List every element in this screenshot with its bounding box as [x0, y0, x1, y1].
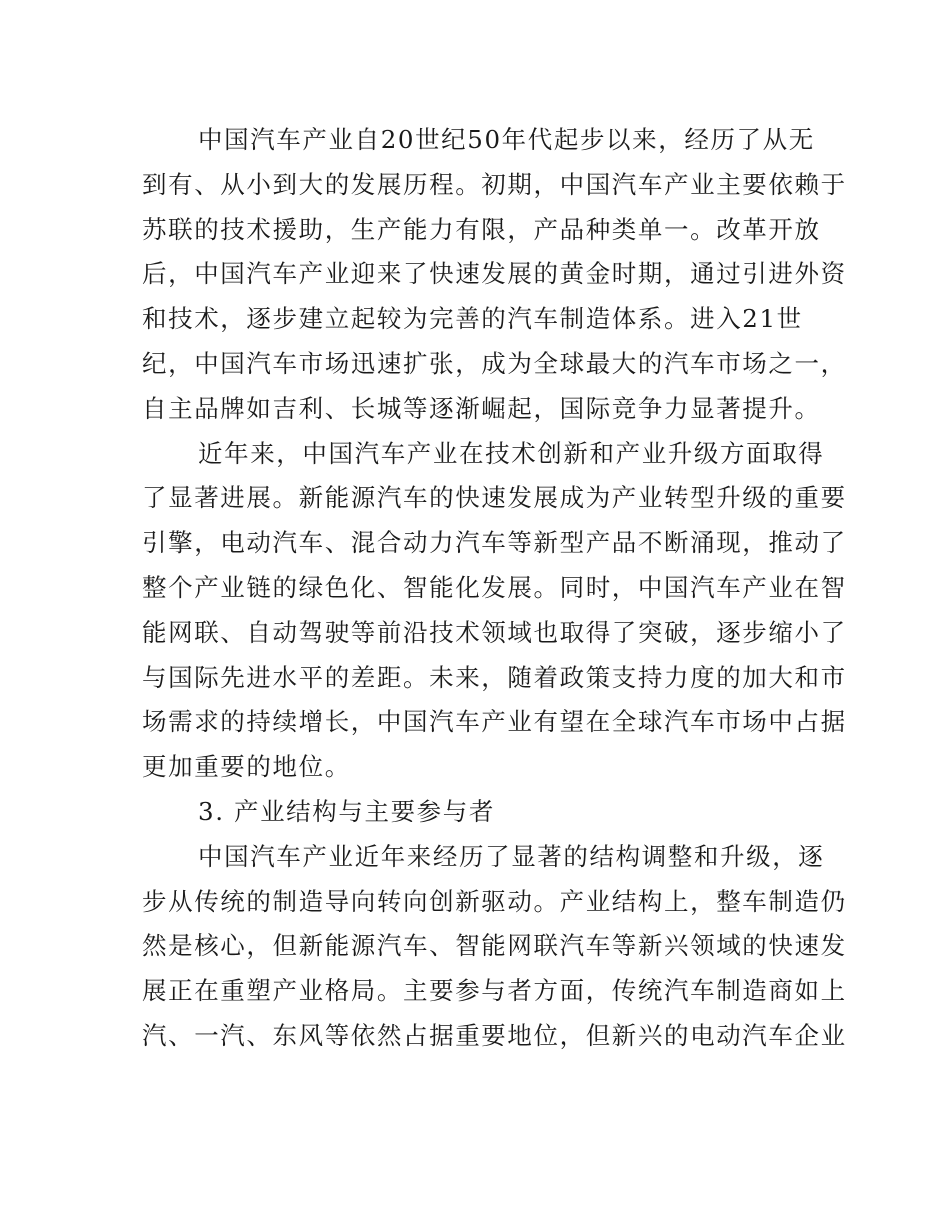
- paragraph-2-line-4: 整个产业链的绿色化、智能化发展。同时，中国汽车产业在智: [142, 572, 847, 602]
- paragraph-2-line-3: 引擎，电动汽车、混合动力汽车等新型产品不断涌现，推动了: [142, 528, 847, 558]
- paragraph-1-line-3: 苏联的技术援助，生产能力有限，产品种类单一。改革开放: [142, 214, 821, 244]
- paragraph-1-line-2: 到有、从小到大的发展历程。初期，中国汽车产业主要依赖于: [142, 169, 847, 199]
- section-heading: 3. 产业结构与主要参与者: [198, 796, 495, 826]
- paragraph-1-line-5: 和技术，逐步建立起较为完善的汽车制造体系。进入21世: [142, 304, 803, 334]
- paragraph-1-line-4: 后，中国汽车产业迎来了快速发展的黄金时期，通过引进外资: [142, 259, 847, 289]
- paragraph-3-line-2: 步从传统的制造导向转向创新驱动。产业结构上，整车制造仍: [142, 886, 847, 916]
- paragraph-2-line-8: 更加重要的地位。: [142, 752, 351, 782]
- paragraph-1-line-6: 纪，中国汽车市场迅速扩张，成为全球最大的汽车市场之一，: [142, 348, 847, 378]
- paragraph-1-line-7: 自主品牌如吉利、长城等逐渐崛起，国际竞争力显著提升。: [142, 393, 821, 423]
- paragraph-3-line-3: 然是核心，但新能源汽车、智能网联汽车等新兴领域的快速发: [142, 931, 847, 961]
- paragraph-3-line-4: 展正在重塑产业格局。主要参与者方面，传统汽车制造商如上: [142, 976, 847, 1006]
- paragraph-2-line-5: 能网联、自动驾驶等前沿技术领域也取得了突破，逐步缩小了: [142, 617, 847, 647]
- paragraph-3-line-1: 中国汽车产业近年来经历了显著的结构调整和升级，逐: [198, 841, 825, 871]
- paragraph-2-line-2: 了显著进展。新能源汽车的快速发展成为产业转型升级的重要: [142, 483, 847, 513]
- paragraph-2-line-6: 与国际先进水平的差距。未来，随着政策支持力度的加大和市: [142, 662, 847, 692]
- document-body: [142, 118, 847, 1059]
- paragraph-1-line-1: 中国汽车产业自20世纪50年代起步以来，经历了从无: [198, 125, 815, 154]
- paragraph-3-line-5: 汽、一汽、东风等依然占据重要地位，但新兴的电动汽车企业: [142, 1020, 847, 1050]
- paragraph-2-line-7: 场需求的持续增长，中国汽车产业有望在全球汽车市场中占据: [142, 707, 847, 737]
- paragraph-2-line-1: 近年来，中国汽车产业在技术创新和产业升级方面取得: [198, 438, 825, 468]
